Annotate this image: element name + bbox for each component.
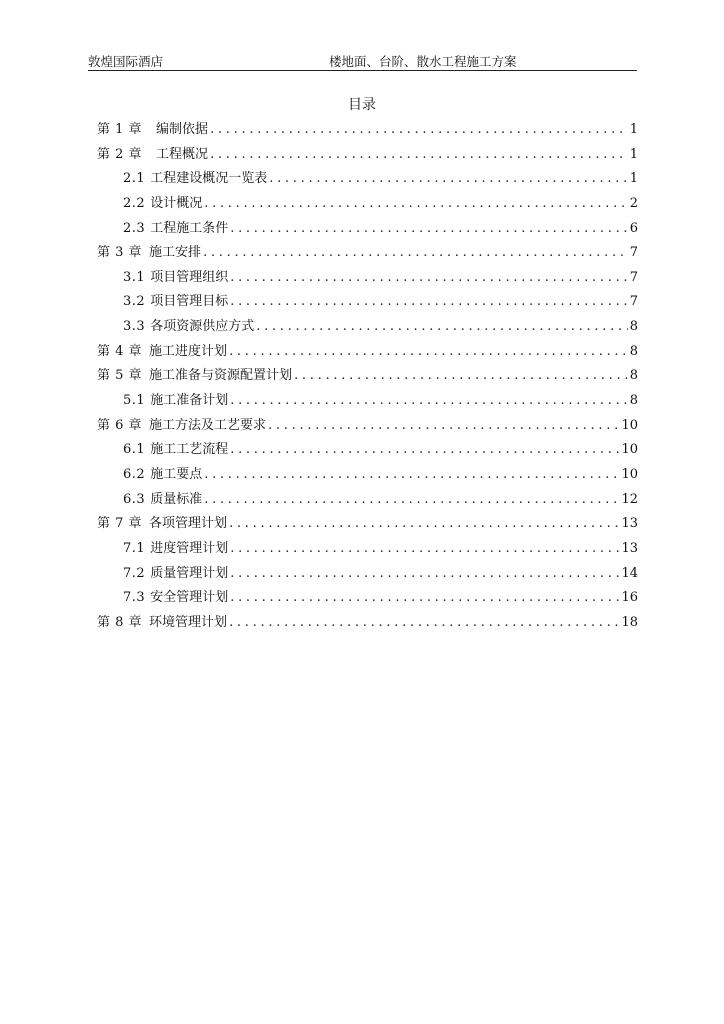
toc-entry-page: 7 xyxy=(629,245,638,261)
toc-entry-label: 设计概况 xyxy=(150,195,203,211)
toc-entry-page: 16 xyxy=(621,590,638,606)
toc-entry[interactable] xyxy=(97,562,638,587)
toc-leader-dots xyxy=(204,463,619,488)
toc-entry[interactable] xyxy=(97,414,638,439)
toc-entry-number: 第 1 章 xyxy=(97,122,143,137)
toc-leader-dots xyxy=(230,562,619,587)
toc-leader-dots xyxy=(229,512,619,537)
toc-entry-number: 2.1 xyxy=(123,171,146,187)
toc-entry-number: 3.2 xyxy=(123,294,146,310)
toc-leader-dots xyxy=(268,414,619,439)
toc-entry-number: 6.2 xyxy=(123,466,146,482)
toc-leader-dots xyxy=(210,143,628,168)
toc-entry-label: 质量标准 xyxy=(150,491,203,507)
toc-entry-page: 1 xyxy=(629,171,638,187)
toc-entry[interactable] xyxy=(97,463,638,488)
toc-leader-dots xyxy=(230,586,619,611)
toc-entry-number: 7.1 xyxy=(123,540,146,556)
toc-leader-dots xyxy=(256,315,628,340)
toc-entry-label: 施工准备计划 xyxy=(150,393,229,409)
toc-entry-page: 13 xyxy=(621,540,638,556)
toc-leader-dots xyxy=(229,340,628,365)
header-document-title: 楼地面、台阶、散水工程施工方案 xyxy=(329,54,517,69)
toc-entry-number: 第 5 章 xyxy=(97,368,143,384)
toc-entry-label: 施工要点 xyxy=(150,466,203,482)
toc-leader-dots xyxy=(229,611,619,636)
toc-entry-page: 1 xyxy=(629,122,638,137)
toc-entry[interactable] xyxy=(97,389,638,414)
toc-entry[interactable] xyxy=(97,512,638,537)
toc-entry-page: 10 xyxy=(621,417,638,433)
toc-entry-number: 6.1 xyxy=(123,442,146,458)
toc-entry-page: 2 xyxy=(629,195,638,211)
toc-entry-page: 1 xyxy=(629,146,638,162)
toc-entry-label: 施工方法及工艺要求 xyxy=(149,417,267,433)
toc-entry-number: 第 6 章 xyxy=(97,417,143,433)
toc-leader-dots xyxy=(230,266,628,291)
toc-entry-page: 14 xyxy=(621,565,638,581)
toc-entry[interactable] xyxy=(97,217,638,242)
toc-leader-dots xyxy=(230,217,628,242)
toc-leader-dots xyxy=(230,438,619,463)
toc-entry[interactable] xyxy=(97,586,638,611)
toc-entry[interactable] xyxy=(97,290,638,315)
page-header xyxy=(88,52,637,71)
toc-entry[interactable] xyxy=(97,192,638,217)
toc-leader-dots xyxy=(294,364,628,389)
toc-entry-number: 5.1 xyxy=(123,393,146,409)
toc-entry[interactable] xyxy=(97,143,638,168)
toc-entry-label: 施工准备与资源配置计划 xyxy=(149,368,293,384)
toc-entry[interactable] xyxy=(97,488,638,513)
toc-entry-number: 3.1 xyxy=(123,269,146,285)
toc-leader-dots xyxy=(204,488,619,513)
toc-leader-dots xyxy=(204,192,628,217)
toc-entry-page: 12 xyxy=(621,491,638,507)
toc-entry-page: 7 xyxy=(629,269,638,285)
toc-entry-label: 质量管理计划 xyxy=(150,565,229,581)
toc-entry-number: 第 4 章 xyxy=(97,343,143,359)
toc-entry-label: 安全管理计划 xyxy=(150,590,229,606)
toc-entry-page: 6 xyxy=(629,220,638,236)
toc-entry-page: 8 xyxy=(629,393,638,409)
toc-entry-page: 13 xyxy=(621,516,638,532)
toc-entry-number: 第 3 章 xyxy=(97,245,143,261)
toc-entry[interactable] xyxy=(97,118,638,143)
toc-entry-label: 施工进度计划 xyxy=(149,343,228,359)
toc-entry[interactable] xyxy=(97,241,638,266)
toc-leader-dots xyxy=(230,537,619,562)
toc-entry-number: 第 8 章 xyxy=(97,614,143,630)
toc-entry-page: 8 xyxy=(629,368,638,384)
toc-entry[interactable] xyxy=(97,266,638,291)
toc-entry[interactable] xyxy=(97,167,638,192)
toc-entry-label: 项目管理组织 xyxy=(150,269,229,285)
toc-entry-page: 8 xyxy=(629,343,638,359)
toc-entry-number: 第 2 章 xyxy=(97,146,143,162)
toc-entry-page: 18 xyxy=(621,614,638,630)
toc-leader-dots xyxy=(203,241,628,266)
toc-leader-dots xyxy=(269,167,628,192)
toc-entry-page: 10 xyxy=(621,466,638,482)
toc-entry-label: 各项管理计划 xyxy=(149,516,228,532)
header-hotel-name: 敦煌国际酒店 xyxy=(88,54,164,69)
toc-entry-number: 3.3 xyxy=(123,319,146,335)
toc-entry-label: 进度管理计划 xyxy=(150,540,229,556)
toc-entry-label: 各项资源供应方式 xyxy=(150,319,255,335)
toc-entry[interactable] xyxy=(97,438,638,463)
toc-entry-number: 7.2 xyxy=(123,565,146,581)
toc-entry-number: 6.3 xyxy=(123,491,146,507)
toc-entry-label: 工程建设概况一览表 xyxy=(150,171,268,187)
toc-entry-number: 7.3 xyxy=(123,590,146,606)
toc-entry-label: 施工安排 xyxy=(149,245,202,261)
toc-entry[interactable] xyxy=(97,364,638,389)
toc-entry-label: 项目管理目标 xyxy=(150,294,229,310)
toc-entry-label: 编制依据 xyxy=(156,122,209,137)
toc-entry-number: 第 7 章 xyxy=(97,516,143,532)
toc-entry-label: 工程施工条件 xyxy=(150,220,229,236)
toc-entry[interactable] xyxy=(97,537,638,562)
toc-entry[interactable] xyxy=(97,315,638,340)
toc-entry[interactable] xyxy=(97,611,638,636)
toc-entry-page: 7 xyxy=(629,294,638,310)
toc-entry-page: 10 xyxy=(621,442,638,458)
toc-leader-dots xyxy=(230,290,628,315)
toc-entry-number: 2.3 xyxy=(123,220,146,236)
toc-entry-label: 环境管理计划 xyxy=(149,614,228,630)
toc-entry[interactable] xyxy=(97,340,638,365)
toc-title: 目录 xyxy=(348,97,376,113)
toc-entry-number: 2.2 xyxy=(123,195,146,211)
toc-leader-dots xyxy=(230,389,628,414)
toc-entry-page: 8 xyxy=(629,319,638,335)
toc-entry-label: 施工工艺流程 xyxy=(150,442,229,458)
table-of-contents xyxy=(97,118,638,635)
toc-leader-dots xyxy=(210,118,628,143)
toc-entry-label: 工程概况 xyxy=(156,146,209,162)
